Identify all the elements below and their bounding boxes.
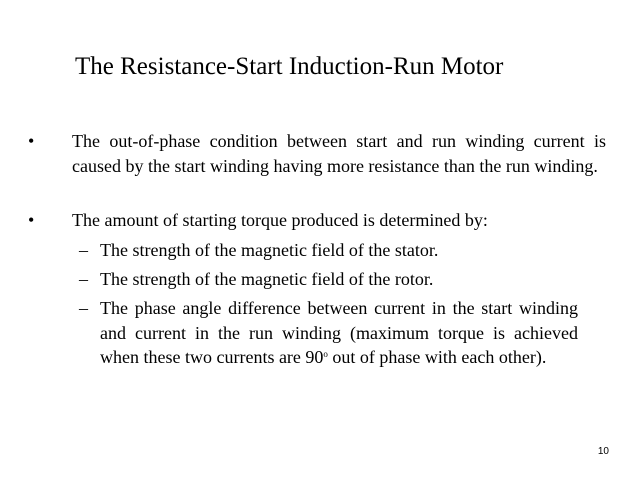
sub-bullet-text-end: out of phase with each other). [327, 347, 547, 367]
page-number: 10 [597, 446, 609, 457]
dash-marker: – [79, 240, 88, 260]
bullet-marker: • [28, 210, 35, 230]
dash-marker: – [79, 269, 88, 289]
dash-marker: – [79, 298, 88, 318]
bullet-text: The out-of-phase condition between start and run winding current is caused by the start winding having more resistance than the run winding. [72, 131, 606, 176]
sub-bullet-text-start: The phase angle difference between current in the start winding and current in the run winding (maximum torque is achieved when these two currents are 90 [100, 298, 578, 367]
slide-title: The Resistance-Start Induction-Run Motor [75, 53, 504, 80]
sub-bullet-text [100, 296, 578, 370]
sub-bullet-text: The strength of the magnetic field of the rotor. [100, 269, 434, 289]
bullet-text: The amount of starting torque produced is determined by: [72, 210, 488, 230]
degree-superscript: o [323, 349, 328, 359]
bullet-marker: • [28, 131, 35, 151]
sub-bullet-text: The strength of the magnetic field of the stator. [100, 240, 439, 260]
